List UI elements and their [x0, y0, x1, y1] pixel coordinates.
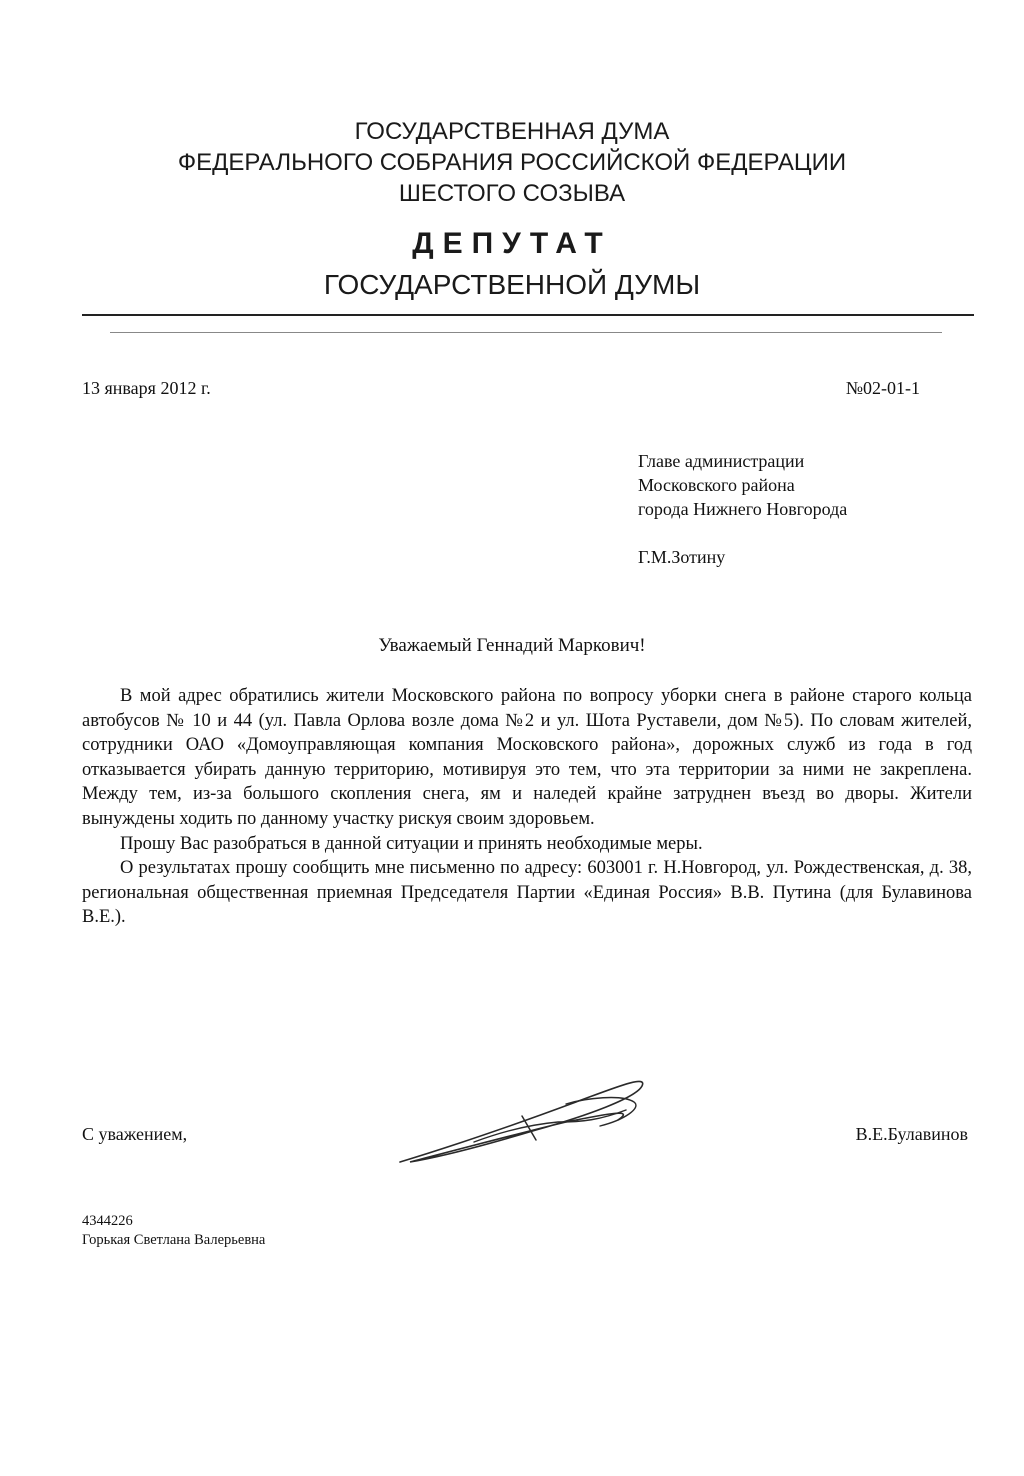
header-divider-thin: [110, 332, 942, 333]
letterhead-subtitle: ГОСУДАРСТВЕННОЙ ДУМЫ: [323, 269, 701, 300]
body-paragraph-2: Прошу Вас разобраться в данной ситуации и принять необходимые меры.: [120, 833, 703, 854]
org-line-2: ФЕДЕРАЛЬНОГО СОБРАНИЯ РОССИЙСКОЙ ФЕДЕРАЦИИ: [177, 149, 847, 176]
addressee-line-1: Главе администрации: [638, 451, 805, 471]
organization-header: [0, 116, 1024, 209]
executor-block: [82, 1212, 265, 1250]
body-paragraph-1: В мой адрес обратились жители Московского района по вопросу уборки снега в районе старого кольца автобусов № 10 и 44 (ул. Павла Орлова возле дома №2 и ул. Шота Руставели, дом №5). По словам жителей, сотрудники ОАО «Домоуправляющая компания Московского района», дорожных служб из года в год отказывается убирать данную территорию, мотивируя это тем, что эта территории за ними не закреплена. Между тем, из-за большого скопления снега, ям и наледей крайне затруднен въезд во дворы. Жители вынуждены ходить по данному участку рискуя своим здоровьем.: [82, 686, 972, 829]
closing-phrase: С уважением,: [82, 1124, 188, 1144]
org-line-1: ГОСУДАРСТВЕННАЯ ДУМА: [354, 118, 670, 145]
org-line-3: ШЕСТОГО СОЗЫВА: [398, 180, 626, 207]
addressee-block: [638, 449, 847, 521]
letter-date: 13 января 2012 г.: [82, 378, 211, 398]
addressee-line-2: Московского района: [638, 475, 795, 495]
signer-name: В.Е.Булавинов: [855, 1124, 968, 1144]
body-paragraph-3: О результатах прошу сообщить мне письменно по адресу: 603001 г. Н.Новгород, ул. Рождественская, д. 38, региональная общественная приемная Председателя Партии «Единая Россия» В.В. Путина (для Булавинова В.Е.).: [82, 858, 972, 928]
letter-body: [82, 684, 972, 930]
executor-phone: 4344226: [82, 1213, 133, 1229]
header-divider-thick: [82, 314, 974, 316]
greeting: Уважаемый Геннадий Маркович!: [378, 635, 646, 656]
letterhead-title: ДЕПУТАТ: [412, 227, 612, 260]
letter-number: №02-01-1: [845, 378, 920, 398]
handwritten-signature: [386, 1064, 666, 1174]
recipient-name: Г.М.Зотину: [638, 547, 726, 567]
executor-name: Горькая Светлана Валерьевна: [82, 1232, 266, 1248]
addressee-line-3: города Нижнего Новгорода: [638, 499, 848, 519]
